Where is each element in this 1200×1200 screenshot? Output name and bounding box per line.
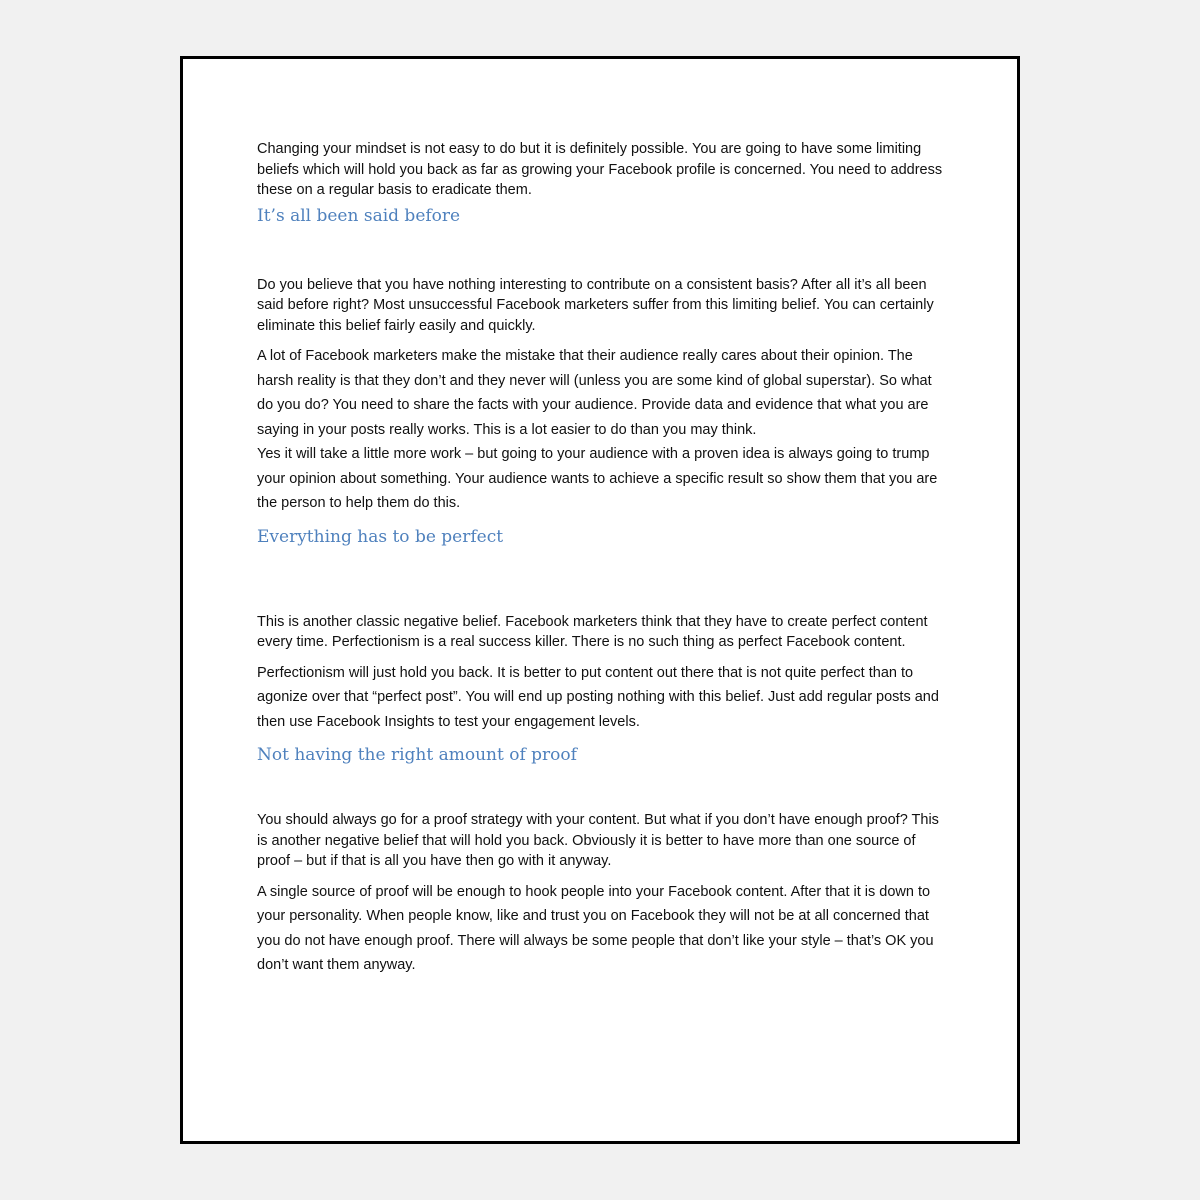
- intro-paragraph: Changing your mindset is not easy to do but it is definitely possible. You are going to have some limiting beliefs which will hold you back as far as growing your Facebook profile is concerned. You need to address these on a regular basis to eradicate them.: [257, 141, 943, 198]
- section-heading-proof: Not having the right amount of proof: [257, 745, 577, 765]
- section-2-paragraph-2: Perfectionism will just hold you back. It is better to put content out there that is not quite perfect than to agonize over that “perfect post”. You will end up posting nothing with this belief. Just add regular posts and then use Facebook Insights to test your engagement levels.: [257, 664, 939, 730]
- section-heading-said-before: It’s all been said before: [257, 205, 461, 226]
- document-page: [180, 56, 1020, 1144]
- section-1-paragraph-3: Yes it will take a little more work – but going to your audience with a proven idea is always going to trump your opinion about something. Your audience wants to achieve a specific result so show them that you are the person to help them do this.: [257, 446, 938, 511]
- section-3-paragraph-2: A single source of proof will be enough to hook people into your Facebook content. After that it is down to your personality. When people know, like and trust you on Facebook they will not be at all concerned that you do not have enough proof. There will always be some people that don’t like your style – that’s OK you don’t want them anyway.: [257, 883, 934, 973]
- section-2-paragraph-1: This is another classic negative belief. Facebook marketers think that they have to create perfect content every time. Perfectionism is a real success killer. There is no such thing as perfect Facebook content.: [257, 613, 928, 650]
- section-3-paragraph-1: You should always go for a proof strategy with your content. But what if you don’t have enough proof? This is another negative belief that will hold you back. Obviously it is better to have more than one source of proof – but if that is all you have then go with it anyway.: [257, 812, 939, 869]
- section-heading-perfect: Everything has to be perfect: [257, 526, 504, 547]
- section-1-paragraph-2: A lot of Facebook marketers make the mistake that their audience really cares about their opinion. The harsh reality is that they don’t and they never will (unless you are some kind of global superstar). So what do you do? You need to share the facts with your audience. Provide data and evidence that what you are saying in your posts really works. This is a lot easier to do than you may think.: [257, 348, 932, 438]
- section-1-paragraph-1: Do you believe that you have nothing interesting to contribute on a consistent basis? After all it’s all been said before right? Most unsuccessful Facebook marketers suffer from this limiting belief. You can certainly eliminate this belief fairly easily and quickly.: [257, 276, 934, 334]
- document-content: [257, 139, 947, 978]
